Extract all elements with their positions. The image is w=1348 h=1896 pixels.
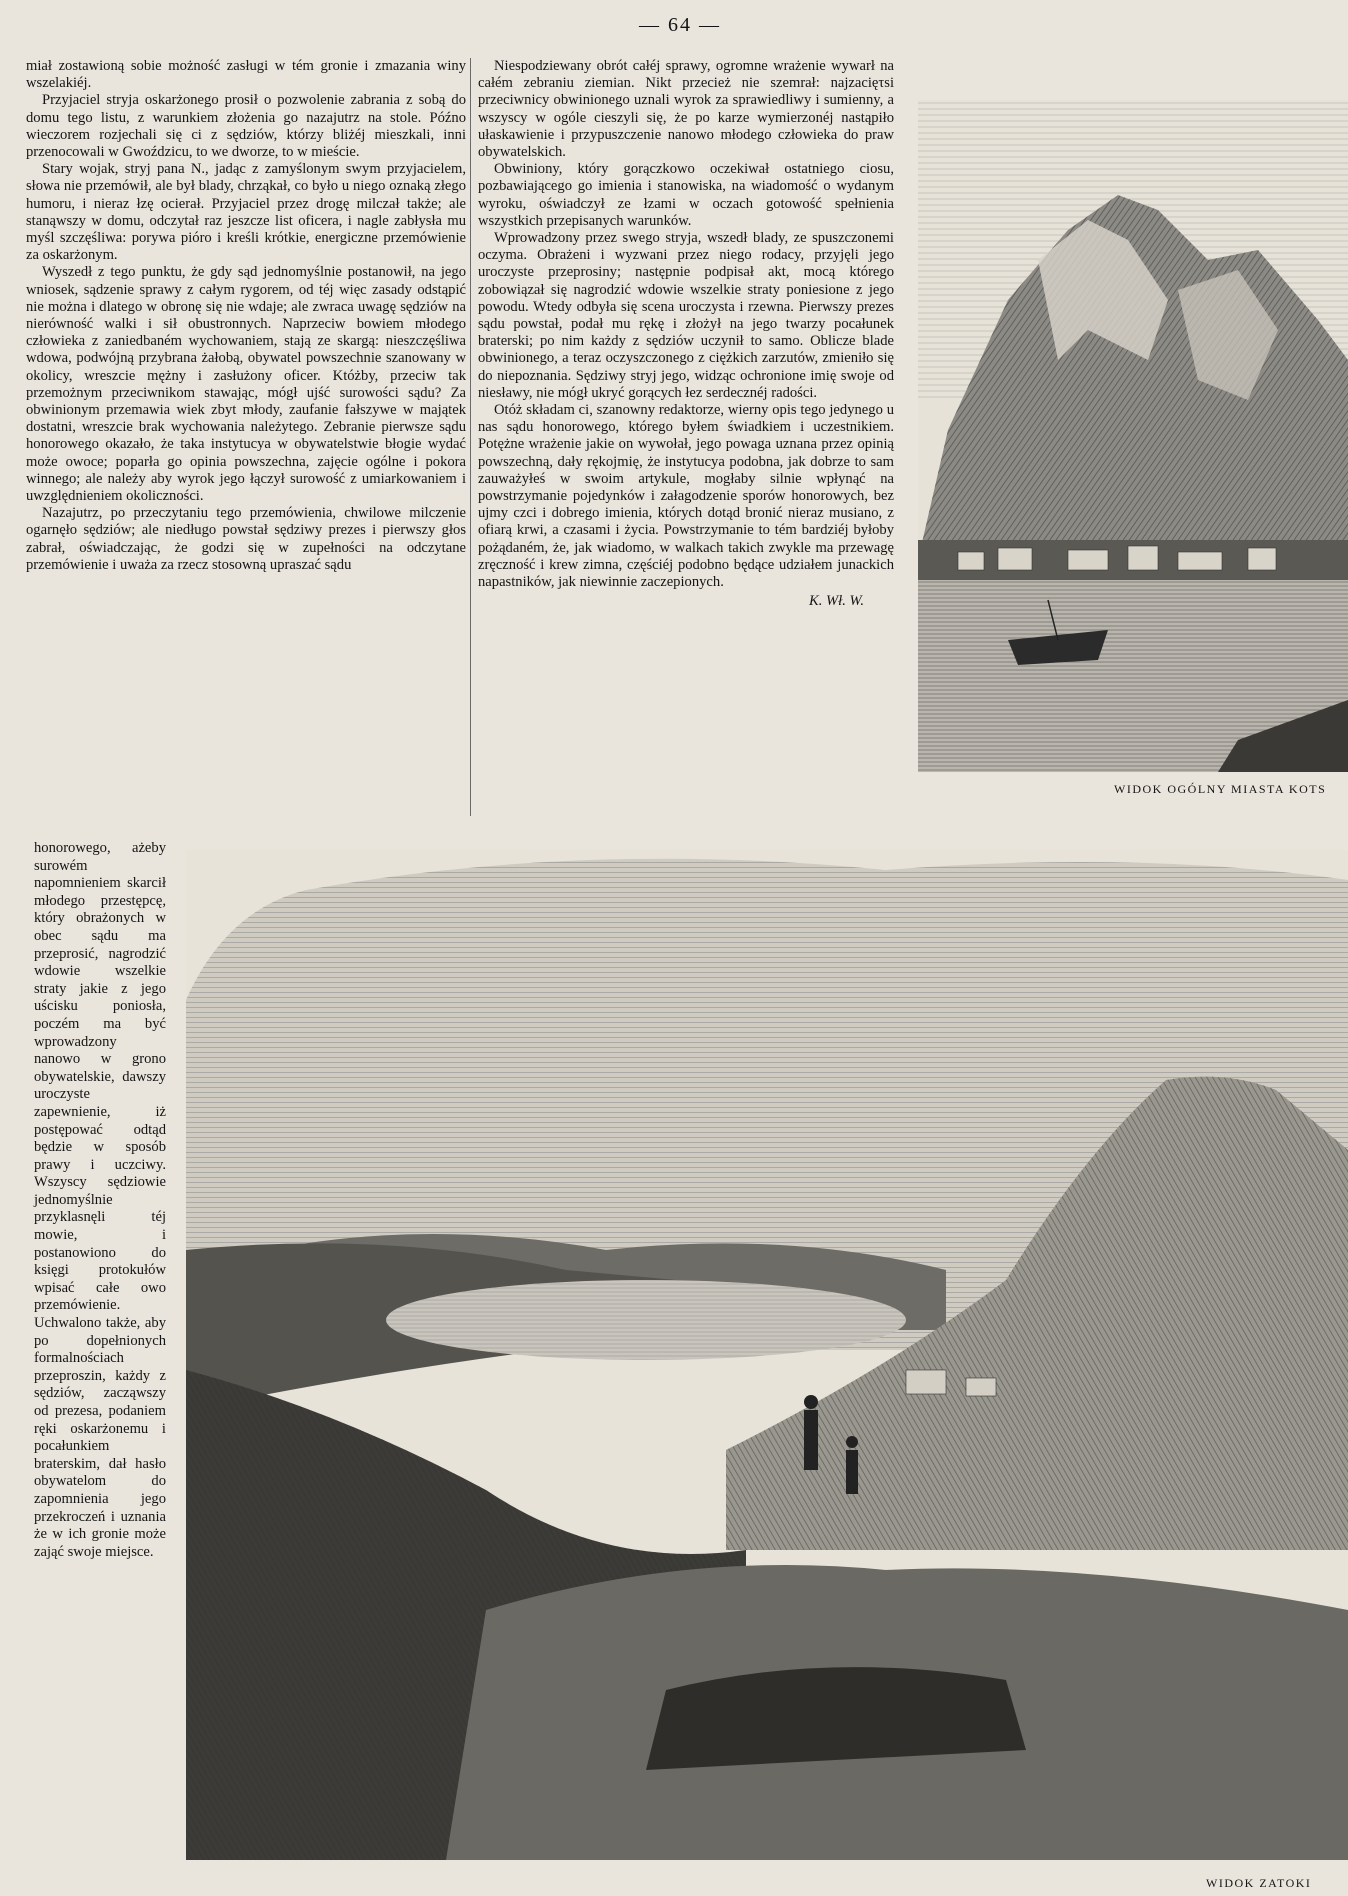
paragraph: Przyjaciel stryja oskarżonego prosił o pozwolenie zabrania z sobą do domu tego listu, z warunkiem złożenia go nazajutrz na stole. Późno wieczorem rozjechali się ci z sędziów, którzy bliżéj mieszkali, inni przenocowali w Gwoździcu, to we dworze, to w mieście. — [26, 92, 466, 161]
caption-town-view: WIDOK OGÓLNY MIASTA KOTS — [1114, 782, 1327, 796]
caption-bay-view: WIDOK ZATOKI — [1206, 1876, 1312, 1890]
signature: K. Wł. W. — [808, 593, 864, 610]
page-number: — 64 — — [639, 14, 721, 36]
column-divider — [470, 58, 471, 816]
engraving-bay-landscape-icon — [186, 850, 1348, 1860]
engraving-mountain-town-icon — [918, 100, 1348, 772]
paragraph: Stary wojak, stryj pana N., jadąc z zamyślonym swym przyjacielem, słowa nie przemówił, ale był blady, chrząkał, co było u niego oznaką złego humoru, i nieraz łzę ocierał. Przyjaciel przez drogę milczał także; ale stanąwszy w domu, odczytał raz jeszcze list oficera, i nagle zabłysła mu myśl szczęśliwa: porywa pióro i kreśli krótkie, energiczne przemówienie za oskarżonym. — [26, 161, 466, 264]
text-column-middle — [478, 58, 894, 611]
text-column-narrow: honorowego, ażeby surowém napomnieniem skarcił młodego przestępcę, który obrażonych w obec sądu ma przeprosić, nagrodzić wdowie wszelkie straty jakie z jego uścisku poniosła, poczém ma być wprowadzony nanowo w grono obywatelskie, dawszy uroczyste zapewnienie, iż postępować odtąd będzie w sposób prawy i uczciwy. Wszyscy sędziowie jednomyślnie przyklasnęli téj mowie, i postanowiono do księgi protokułów wpisać całe owo przemówienie. Uchwalono także, aby po dopełnionych formalnościach przeproszin, każdy z sędziów, zacząwszy od prezesa, podaniem ręki oskarżonemu i pocałunkiem braterskim, dał hasło obywatelom do zapomnienia jego przekroczeń i uznania że w ich gronie może zająć swoje miejsce. — [34, 840, 166, 1560]
paragraph: Nazajutrz, po przeczytaniu tego przemówienia, chwilowe milczenie ogarnęło sędziów; ale niedługo powstał sędziwy prezes i pierwszy głos zabrał, oświadczając, że godzi się w zupełności na odczytane przemówienie i uważa za rzecz stosowną upraszać sądu — [26, 505, 466, 573]
paragraph: Otóż składam ci, szanowny redaktorze, wierny opis tego jedynego u nas sądu honorowego, którego byłem świadkiem i uczestnikiem. Potężne wrażenie jakie on wywołał, jego powaga uznana przez opinią powszechną, dały rękojmię, że instytucya podobna, jak dobrze to sam zauważyłeś w swoim artykule, mogłaby silnie wpłynąć na powstrzymanie pojedynków i załagodzenie sporów honorowych, bez ujmy czci i dobrego imienia, których dotąd bronić nieraz musiano, z ofiarą krwi, a czasami i życia. Powstrzymanie to tém bardziéj byłoby pożądaném, że, jak wiadomo, w walkach takich zwykle ma przewagę zręczność i krew zimna, częściéj podobno będące udziałem junackich napastników, jak niewinnie zaczepionych. — [478, 402, 894, 591]
paragraph: Niespodziewany obrót całéj sprawy, ogromne wrażenie wywarł na całém zebraniu ziemian. Nikt przecież nie szemrał: najzacięτsi przeciwnicy obwinionego uznali wyrok za sprawiedliwy i sumienny, a wszyscy w ogóle cieszyli się, że po karze wymierzonéj nastąpiło ułaskawienie i przypuszczenie nanowo młodego człowieka do praw obywatelskich. — [478, 58, 894, 161]
paragraph: miał zostawioną sobie możność zasługi w tém gronie i zmazania winy wszelakiéj. — [26, 58, 466, 92]
paragraph: Wyszedł z tego punktu, że gdy sąd jednomyślnie postanowił, na jego wniosek, sądzenie sprawy z całym rygorem, od téj więc zasady odstąpić nie można i dlatego w obronę się nie wdaje; ale zwraca uwagę sędziów na nierówność walki i sił obustronnych. Naprzeciw bowiem młodego człowieka z zaniedbaném wychowaniem, stają ze skargą: nieszczęśliwa wdowa, podwójną przybrana żałobą, obywatel powszechnie szanowany w okolicy, wreszcie mężny i zasłużony oficer. Któżby, przeciw tak przemożnym przeciwnikom stawając, mógł ujść surowości sądu? Za obwinionym przemawia wiek zbyt młody, zaufanie fałszywe w majątek dostatni, wreszcie brak wychowania należytego. Zebranie pierwsze sądu honorowego okazało, że taka instytucya w obywatelstwie błogie wydać może owoce; poparła go opinia powszechna, zajęcie ogólne i pokora winnego; ale należy aby wyrok jego łączył surowość z umiarkowaniem i uwzględnieniem okoliczności. — [26, 264, 466, 505]
paragraph: Obwiniony, który gorączkowo oczekiwał ostatniego ciosu, pozbawiającego go imienia i stanowiska, na wiadomość o wydanym wyroku, oświadczył ze łzami w oczach gotowość spełnienia wszystkich przepisanych warunków. — [478, 161, 894, 229]
text-column-left — [26, 58, 466, 574]
paragraph: Wprowadzony przez swego stryja, wszedł blady, ze spuszczonemi oczyma. Obrażeni i wyzwani przez niego rodacy, przyjęli jego uroczyste przeprosiny; następnie podpisał akt, mocą którego zobowiązał się nagrodzić wdowie wszelkie straty poniesione z jego powodu. Wtedy odbyła się scena uroczysta i rzewna. Pierwszy prezes sądu powstał, podał mu rękę i złożył na jego twarzy pocałunek braterski; po nim każdy z sędziów uczynił to samo. Oblicze blade obwinionego, a teraz oczyszczonego z ciężkich zarzutów, zmieniło się do niepoznania. Sędziwy stryj jego, widząc ochronione imię swoje od niesławy, nie mógł ukryć gorących łez serdecznéj radości. — [478, 230, 894, 401]
